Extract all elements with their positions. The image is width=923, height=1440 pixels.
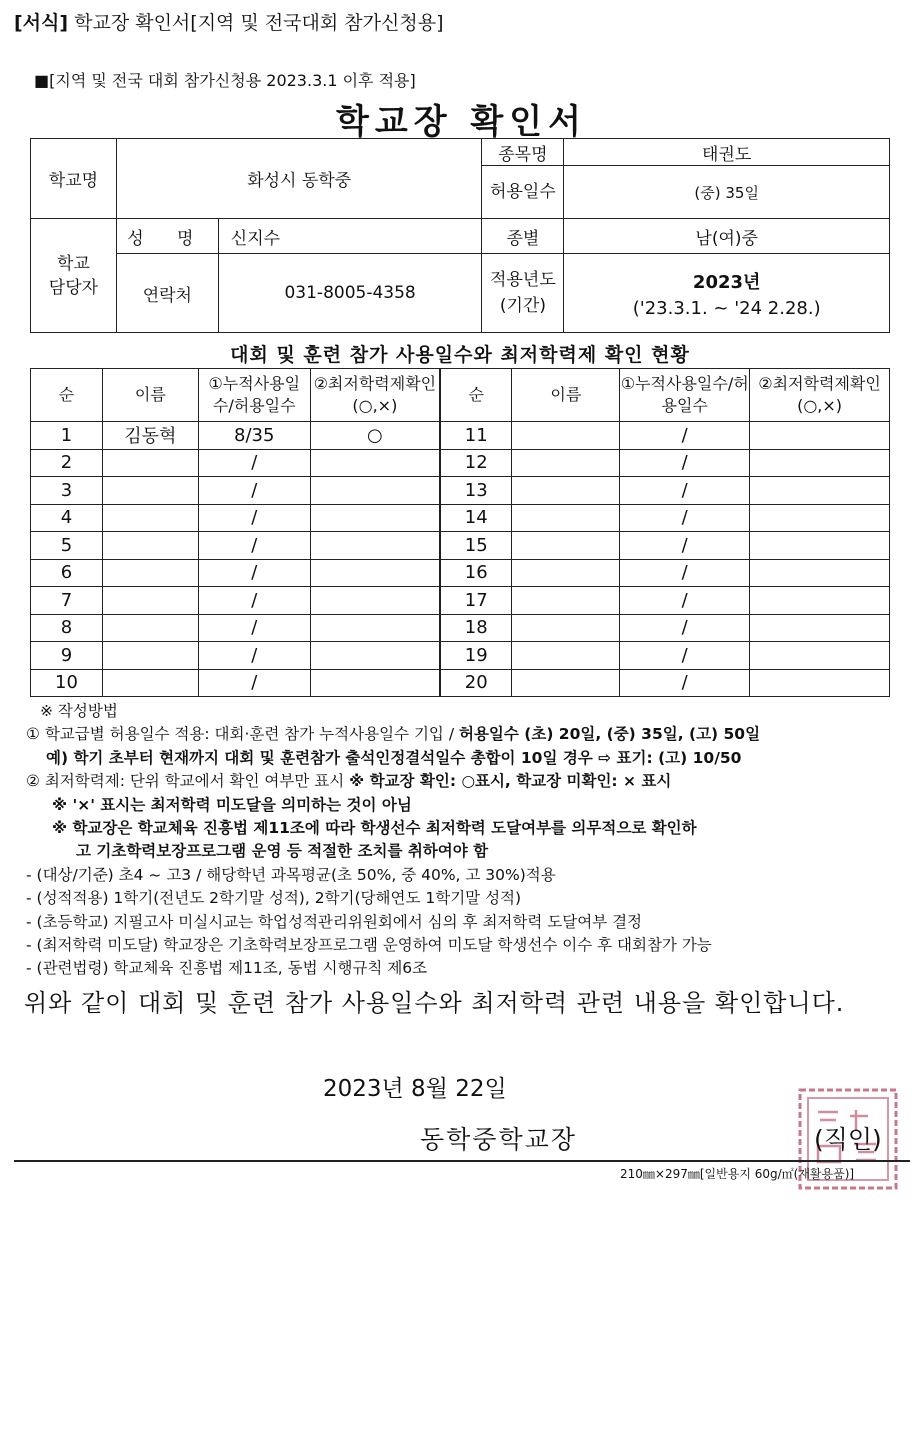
year-cell — [564, 254, 890, 333]
note-2 — [26, 770, 906, 793]
cell-days: / — [198, 587, 310, 615]
detail-law: - (관련법령) 학교체육 진흥법 제11조, 동법 시행규칙 제6조 — [26, 959, 428, 978]
cell-check — [310, 449, 440, 477]
cell-days: / — [620, 587, 750, 615]
cell-check — [750, 559, 890, 587]
cell-name — [102, 449, 198, 477]
detail-grades: - (성적적용) 1학기(전년도 2학기말 성적), 2학기(당해연도 1학기말 성적) — [26, 889, 522, 908]
cell-no: 5 — [31, 532, 103, 560]
cell-days: / — [620, 422, 750, 450]
cell-days: / — [620, 477, 750, 505]
note-1 — [26, 723, 906, 746]
note-1-bold: 허용일수 (초) 20일, (중) 35일, (고) 50일 — [458, 725, 761, 744]
cell-name — [102, 504, 198, 532]
usage-body — [31, 369, 890, 697]
cell-no: 3 — [31, 477, 103, 505]
note-2-bold: ※ 학교장 확인: ○표시, 학교장 미확인: × 표시 — [349, 772, 672, 791]
bottom-rule — [14, 1160, 910, 1162]
cell-days: / — [620, 449, 750, 477]
note-2-remark: ※ '×' 표시는 최저학력 미도달을 의미하는 것이 아님 — [52, 795, 412, 814]
year-label: 적용년도 (기간) — [482, 254, 564, 333]
note-2-duty: ※ 학교장은 학교체육 진흥법 제11조에 따라 학생선수 최저학력 도달여부를 의무적으로 확인하 — [52, 819, 697, 838]
cell-name — [102, 669, 198, 697]
usage-table — [30, 368, 890, 697]
note-1-text: ① 학교급별 허용일수 적용: 대회·훈련 참가 누적사용일수 기입 / — [26, 725, 459, 744]
cell-no: 19 — [440, 642, 512, 670]
cell-days: / — [620, 559, 750, 587]
cell-name — [102, 532, 198, 560]
cell-name — [512, 532, 620, 560]
cell-days: / — [198, 614, 310, 642]
cell-check — [750, 504, 890, 532]
cell-name — [102, 642, 198, 670]
cell-no: 8 — [31, 614, 103, 642]
detail-elementary: - (초등학교) 지필고사 미실시교는 학업성적관리위원회에서 심의 후 최저학력 도달여부 결정 — [26, 912, 643, 931]
header-no: 순 — [440, 369, 512, 422]
cell-name: 김동혁 — [102, 422, 198, 450]
table-row — [31, 669, 890, 697]
cell-days: 8/35 — [198, 422, 310, 450]
header-name: 이름 — [512, 369, 620, 422]
cell-no: 16 — [440, 559, 512, 587]
section-title: 대회 및 훈련 참가 사용일수와 최저학력제 확인 현황 — [230, 344, 690, 366]
cell-check — [310, 669, 440, 697]
manager-label: 학교 담당자 — [31, 219, 117, 333]
gender-label: 종별 — [482, 219, 564, 254]
cell-check — [310, 559, 440, 587]
cell-name — [512, 477, 620, 505]
cell-no: 15 — [440, 532, 512, 560]
cell-check — [310, 587, 440, 615]
table-row — [31, 559, 890, 587]
cell-name — [102, 559, 198, 587]
info-table — [30, 138, 890, 333]
header-academic: ②최저학력제확인(○,×) — [750, 369, 890, 422]
sport-label: 종목명 — [482, 139, 564, 166]
cell-name — [512, 504, 620, 532]
school-label: 학교명 — [31, 139, 117, 219]
cell-no: 1 — [31, 422, 103, 450]
cell-check — [750, 614, 890, 642]
document-title: 학교장 확인서 — [336, 102, 587, 142]
header-name: 이름 — [102, 369, 198, 422]
cell-name — [512, 642, 620, 670]
note-2-text: ② 최저학력제: 단위 학교에서 확인 여부만 표시 — [26, 772, 350, 791]
form-label — [14, 8, 443, 35]
year-value: 2023년 — [692, 271, 761, 293]
cell-days: / — [198, 504, 310, 532]
cell-no: 2 — [31, 449, 103, 477]
applicability-note: ■[지역 및 전국 대회 참가신청용 2023.3.1 이후 적용] — [34, 71, 416, 90]
cell-check — [750, 532, 890, 560]
cell-no: 14 — [440, 504, 512, 532]
cell-no: 20 — [440, 669, 512, 697]
cell-no: 17 — [440, 587, 512, 615]
cell-name — [512, 587, 620, 615]
cell-name — [512, 614, 620, 642]
cell-check — [310, 642, 440, 670]
cell-days: / — [620, 614, 750, 642]
allowed-days-value: (중) 35일 — [564, 166, 890, 219]
cell-name — [102, 587, 198, 615]
cell-check — [750, 587, 890, 615]
table-row — [31, 614, 890, 642]
detail-target: - (대상/기준) 초4 ~ 고3 / 해당학년 과목평균(초 50%, 중 40%, 고 30%)적용 — [26, 865, 556, 884]
cell-no: 13 — [440, 477, 512, 505]
cell-check — [310, 477, 440, 505]
cell-days: / — [620, 504, 750, 532]
cell-check — [750, 449, 890, 477]
cell-check — [750, 642, 890, 670]
table-row — [31, 587, 890, 615]
table-row — [31, 532, 890, 560]
cell-check — [310, 614, 440, 642]
contact-label: 연락처 — [116, 254, 218, 333]
table-row — [31, 504, 890, 532]
signature-date: 2023년 8월 22일 — [323, 1076, 507, 1102]
cell-days: / — [620, 532, 750, 560]
principal-signature: 동학중학교장 — [420, 1125, 577, 1154]
usage-header-row — [31, 369, 890, 422]
cell-days: / — [620, 669, 750, 697]
cell-no: 7 — [31, 587, 103, 615]
detail-below-min: - (최저학력 미도달) 학교장은 기초학력보장프로그램 운영하여 미도달 학생선수 이수 후 대회참가 가능 — [26, 936, 712, 955]
cell-days: / — [198, 532, 310, 560]
table-row — [31, 422, 890, 450]
cell-days: / — [620, 642, 750, 670]
form-tag: [서식] — [14, 12, 69, 34]
cell-check — [310, 532, 440, 560]
cell-name — [102, 614, 198, 642]
confirmation-statement: 위와 같이 대회 및 훈련 참가 사용일수와 최저학력 관련 내용을 확인합니다. — [24, 989, 845, 1017]
table-row — [31, 477, 890, 505]
cell-no: 9 — [31, 642, 103, 670]
notes-heading: ※ 작성방법 — [40, 702, 118, 720]
school-name: 화성시 동학중 — [116, 139, 482, 219]
form-title: 학교장 확인서[지역 및 전국대회 참가신청용] — [74, 12, 444, 34]
table-row — [31, 449, 890, 477]
period-value: ('23.3.1. ~ '24 2.28.) — [632, 297, 821, 319]
note-1-example: 예) 학기 초부터 현재까지 대회 및 훈련참가 출석인정결석일수 총합이 10일 경우 ⇨ 표기: (고) 10/50 — [46, 748, 742, 767]
sport-value: 태권도 — [564, 139, 890, 166]
header-days: ①누적사용일수/허용일수 — [198, 369, 310, 422]
cell-check — [750, 477, 890, 505]
contact-value: 031-8005-4358 — [218, 254, 482, 333]
gender-value: 남(여)중 — [564, 219, 890, 254]
paper-spec: 210㎜×297㎜[일반용지 60g/㎡(재활용품)] — [620, 1167, 855, 1181]
name-label: 성 명 — [116, 219, 218, 254]
cell-no: 6 — [31, 559, 103, 587]
cell-no: 18 — [440, 614, 512, 642]
note-2-duty-cont: 고 기초학력보장프로그램 운영 등 적절한 조치를 취하여야 함 — [76, 842, 489, 861]
cell-check — [750, 422, 890, 450]
cell-name — [512, 449, 620, 477]
cell-no: 4 — [31, 504, 103, 532]
cell-no: 10 — [31, 669, 103, 697]
cell-name — [512, 669, 620, 697]
header-no: 순 — [31, 369, 103, 422]
cell-name — [512, 422, 620, 450]
cell-name — [512, 559, 620, 587]
cell-no: 12 — [440, 449, 512, 477]
cell-days: / — [198, 669, 310, 697]
cell-days: / — [198, 477, 310, 505]
cell-check — [310, 504, 440, 532]
table-row — [31, 642, 890, 670]
cell-name — [102, 477, 198, 505]
header-days: ①누적사용일수/허용일수 — [620, 369, 750, 422]
seal-label: (직인) — [814, 1125, 882, 1154]
name-value: 신지수 — [218, 219, 482, 254]
header-academic: ②최저학력제확인(○,×) — [310, 369, 440, 422]
cell-check: ○ — [310, 422, 440, 450]
cell-no: 11 — [440, 422, 512, 450]
writing-instructions — [26, 700, 906, 981]
cell-days: / — [198, 642, 310, 670]
cell-days: / — [198, 449, 310, 477]
cell-check — [750, 669, 890, 697]
cell-days: / — [198, 559, 310, 587]
allowed-days-label: 허용일수 — [482, 166, 564, 219]
